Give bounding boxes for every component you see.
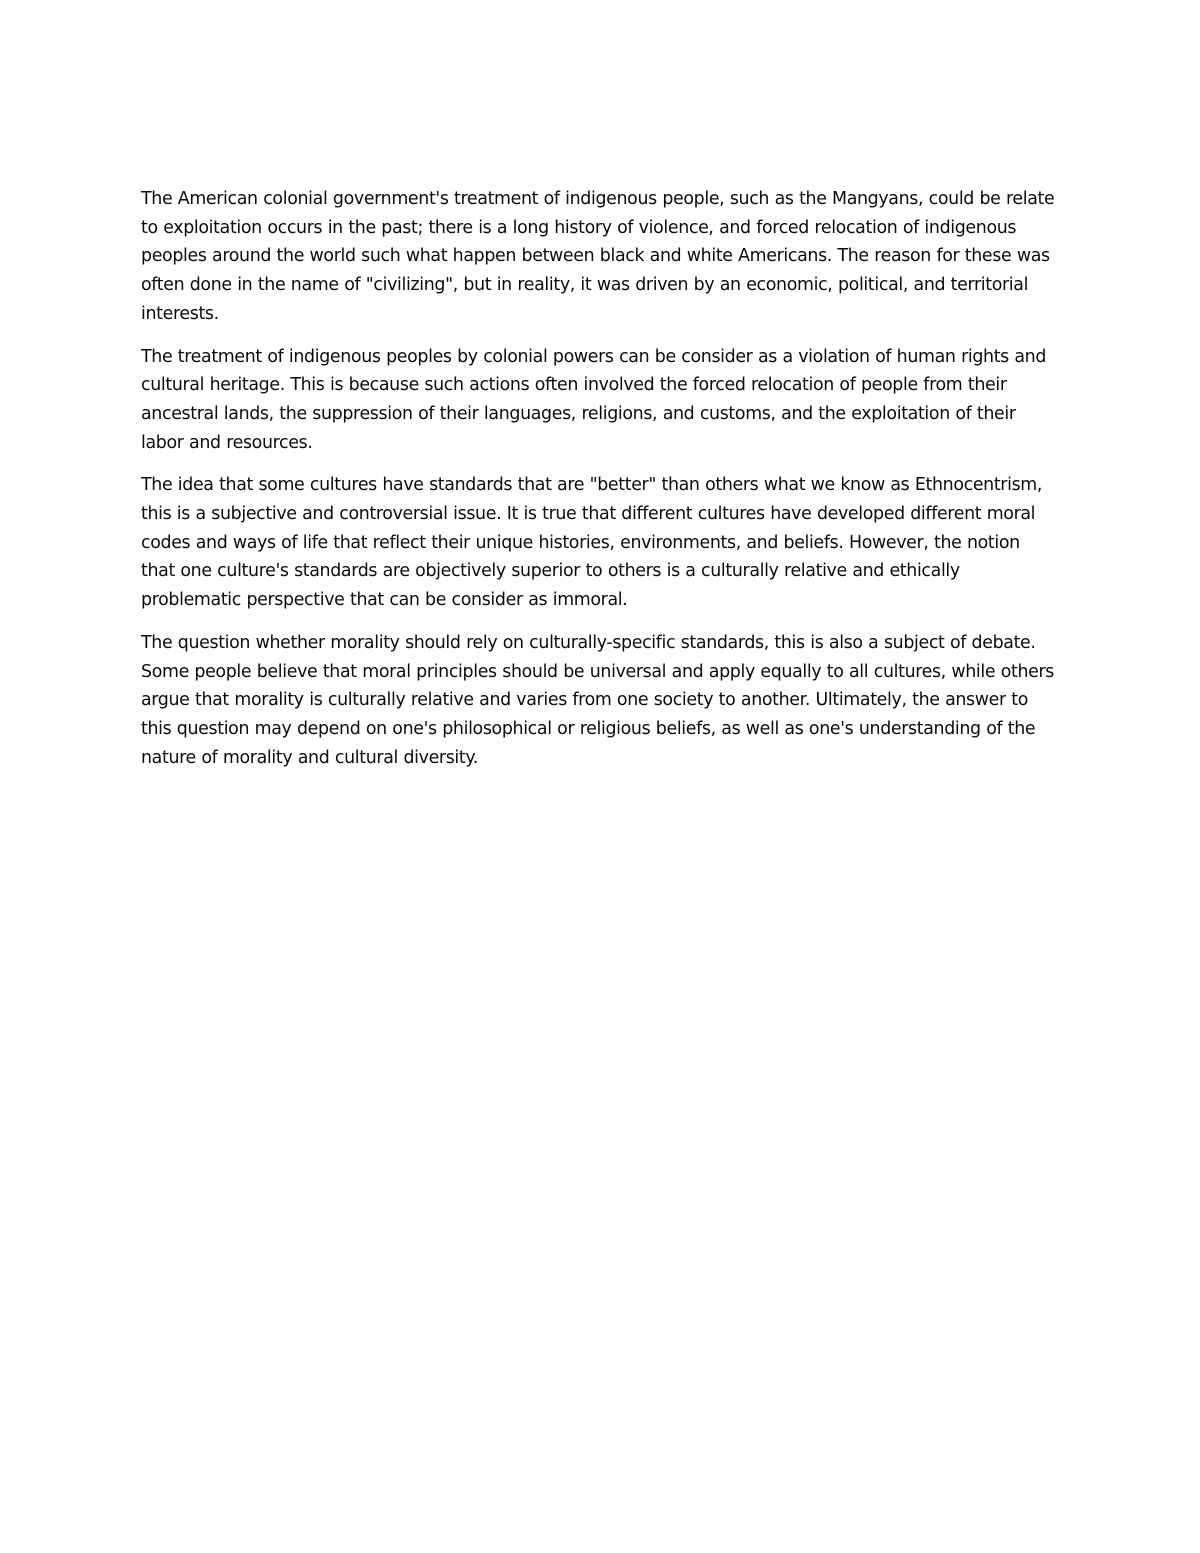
paragraph-1: The American colonial government's treatment of indigenous people, such as the Mangyans, could be relate to exploitation occurs in the past; there is a long history of violence, and forced relocation of indigenous peoples around the world such what happen between black and white Americans. The reason for these was often done in the name of "civilizing", but in reality, it was driven by an economic, political, and territorial interests. <box>141 189 1055 324</box>
paragraph-3: The idea that some cultures have standards that are "better" than others what we know as Ethnocentrism, this is a subjective and controversial issue. It is true that different cultures have developed different moral codes and ways of life that reflect their unique histories, environments, and beliefs. However, the notion that one culture's standards are objectively superior to others is a culturally relative and ethically problematic perspective that can be consider as immoral. <box>141 475 1043 611</box>
paragraph-4: The question whether morality should rely on culturally-specific standards, this is also a subject of debate. Some people believe that moral principles should be universal and apply equally to all cultures, while others argue that morality is culturally relative and varies from one society to another. Ultimately, the answer to this question may depend on one's philosophical or religious beliefs, as well as one's understanding of the nature of morality and cultural diversity. <box>141 632 1055 768</box>
document-body <box>141 185 1057 786</box>
paragraph-2: The treatment of indigenous peoples by colonial powers can be consider as a violation of human rights and cultural heritage. This is because such actions often involved the forced relocation of people from their ancestral lands, the suppression of their languages, religions, and customs, and the exploitation of their labor and resources. <box>141 346 1047 453</box>
